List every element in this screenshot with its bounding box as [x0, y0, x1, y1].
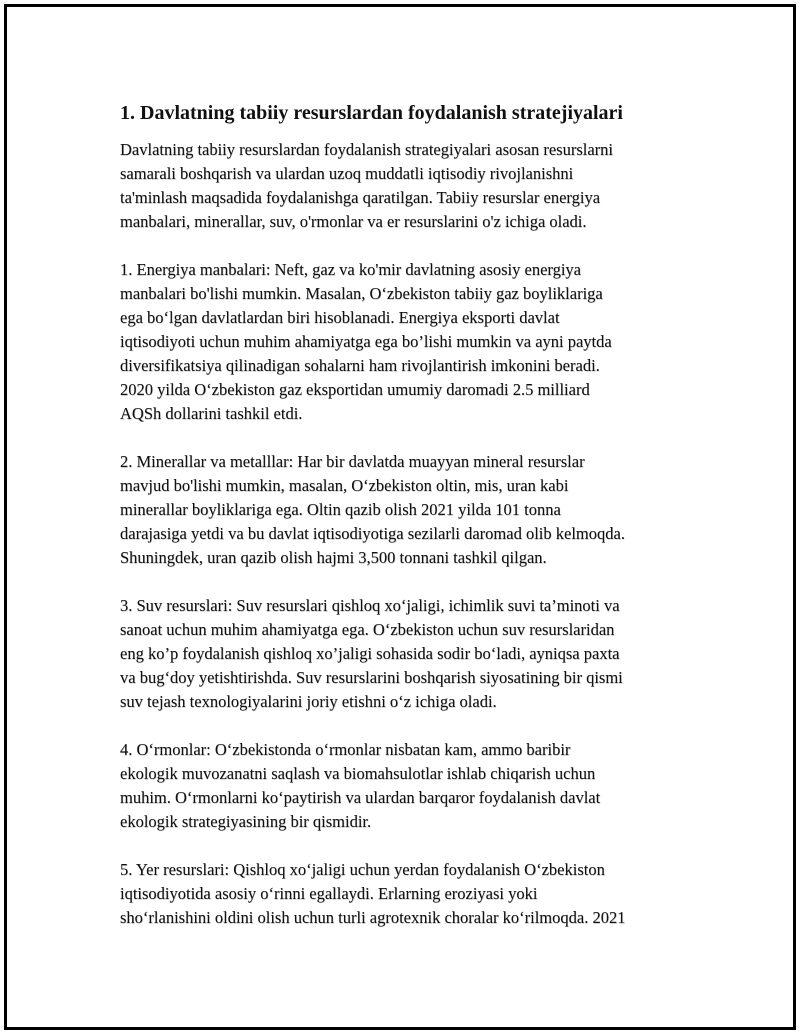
minerals-paragraph: 2. Minerallar va metalllar: Har bir davlatda muayyan mineral resurslar mavjud bo'lishi mumkin, masalan, O‘zbekiston oltin, mis, uran kabi minerallar boyliklariga ega. Oltin qazib olish 2021 yilda 101 tonna darajasiga yetdi va bu davlat iqtisodiyotiga sezilarli daromad olib kelmoqda. Shuningdek, uran qazib olish hajmi 3,500 tonnani tashkil qilgan.: [120, 452, 625, 567]
forests-paragraph: 4. O‘rmonlar: O‘zbekistonda o‘rmonlar nisbatan kam, ammo baribir ekologik muvozanatni saqlash va biomahsulotlar ishlab chiqarish uchun muhim. O‘rmonlarni ko‘paytirish va ulardan barqaror foydalanish davlat ekologik strategiyasining bir qismidir.: [120, 740, 601, 831]
land-paragraph: 5. Yer resurslari: Qishloq xo‘jaligi uchun yerdan foydalanish O‘zbekiston iqtisodiyotida asosiy o‘rinni egallaydi. Erlarning eroziyasi yoki sho‘rlanishini oldini olish uchun turli agrotexnik choralar ko‘rilmoqda. 2021: [120, 860, 626, 927]
document-body: [120, 97, 695, 954]
intro-paragraph: Davlatning tabiiy resurslardan foydalanish strategiyalari asosan resurslarni samarali boshqarish va ulardan uzoq muddatli iqtisodiy rivojlanishni ta'minlash maqsadida foydalanishga qaratilgan. Tabiiy resurslar energiya manbalari, minerallar, suv, o'rmonlar va er resurslarini o'z ichiga oladi.: [120, 140, 614, 231]
energy-paragraph: 1. Energiya manbalari: Neft, gaz va ko'mir davlatning asosiy energiya manbalari bo'lishi mumkin. Masalan, O‘zbekiston tabiiy gaz boyliklariga ega bo‘lgan davlatlardan biri hisoblanadi. Energiya eksporti davlat iqtisodiyoti uchun muhim ahamiyatga ega bo’lishi mumkin va ayni paytda diversifikatsiya qilinadigan sohalarni ham rivojlantirish imkonini beradi. 2020 yilda O‘zbekiston gaz eksportidan umumiy daromadi 2.5 milliard AQSh dollarini tashkil etdi.: [120, 260, 612, 423]
water-paragraph: 3. Suv resurslari: Suv resurslari qishloq xo‘jaligi, ichimlik suvi ta’minoti va sanoat uchun muhim ahamiyatga ega. O‘zbekiston uchun suv resurslaridan eng ko’p foydalanish qishloq xo’jaligi sohasida sodir bo‘ladi, ayniqsa paxta va bug‘doy yetishtirishda. Suv resurslarini boshqarish siyosatining bir qismi suv tejash texnologiyalarini joriy etishni o‘z ichiga oladi.: [120, 596, 623, 711]
page: [4, 4, 796, 1030]
document-title: 1. Davlatning tabiiy resurslardan foydalanish stratejiyalari: [120, 102, 623, 124]
